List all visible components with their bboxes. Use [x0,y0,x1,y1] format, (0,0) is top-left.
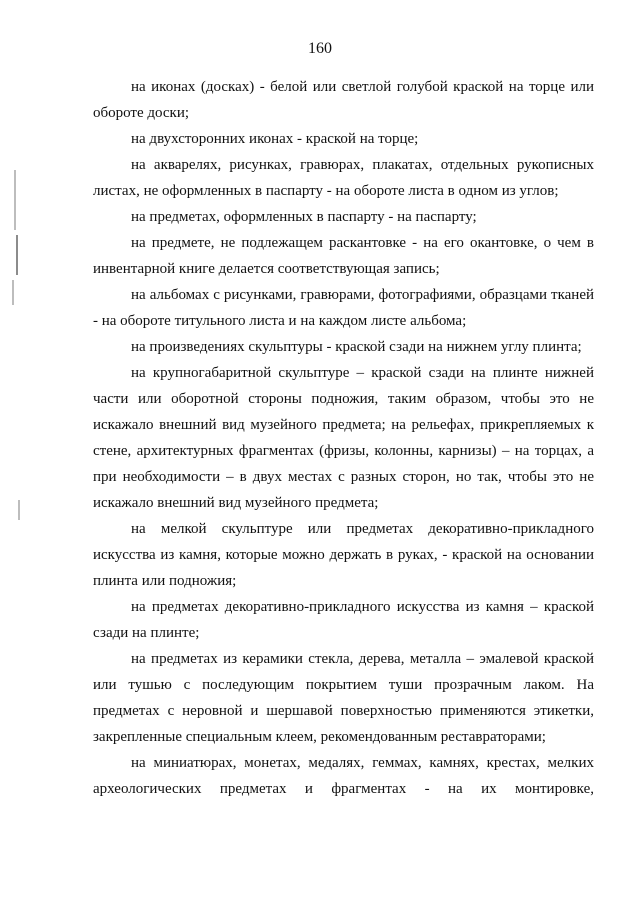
scan-artifact [18,500,20,520]
page-number: 160 [308,40,332,57]
paragraph: на предметах из керамики стекла, дерева, металла – эмалевой краской или тушью с последующим покрытием туши прозрачным лаком. На предметах с неровной и шершавой поверхностью применяются этикетки, закрепленные специальным клеем, рекомендованным реставраторами; [93,651,594,745]
document-body [93,74,594,802]
scan-artifact [12,280,14,305]
paragraph: на двухсторонних иконах - краской на торце; [131,131,419,147]
paragraph: на акварелях, рисунках, гравюрах, плакатах, отдельных рукописных листах, не оформленных в паспарту - на обороте листа в одном из углов; [93,157,594,199]
paragraph: на произведениях скульптуры - краской сзади на нижнем углу плинта; [131,339,582,355]
paragraph: на мелкой скульптуре или предметах декоративно-прикладного искусства из камня, которые можно держать в руках, - краской на основании плинта или подножия; [93,521,594,589]
paragraph: на иконах (досках) - белой или светлой голубой краской на торце или обороте доски; [93,79,594,121]
paragraph: на крупногабаритной скульптуре – краской сзади на плинте нижней части или оборотной стороны подножия, таким образом, чтобы это не искажало внешний вид музейного предмета; на рельефах, прикрепляемых к стене, архитектурных фрагментах (фризы, колонны, карнизы) – на торцах, а при необходимости – в двух местах с разных сторон, но так, чтобы это не искажало внешний вид музейного предмета; [93,365,594,511]
paragraph: на предметах декоративно-прикладного искусства из камня – краской сзади на плинте; [93,599,594,641]
paragraph: на предмете, не подлежащем раскантовке - на его окантовке, о чем в инвентарной книге делается соответствующая запись; [93,235,594,277]
paragraph: на альбомах с рисунками, гравюрами, фотографиями, образцами тканей - на обороте титульного листа и на каждом листе альбома; [93,287,594,329]
paragraph: на предметах, оформленных в паспарту - на паспарту; [131,209,477,225]
scan-artifact [16,235,18,275]
paragraph: на миниатюрах, монетах, медалях, геммах, камнях, крестах, мелких археологических предметах и фрагментах - на их монтировке, [93,755,594,797]
scan-artifact [14,170,16,230]
